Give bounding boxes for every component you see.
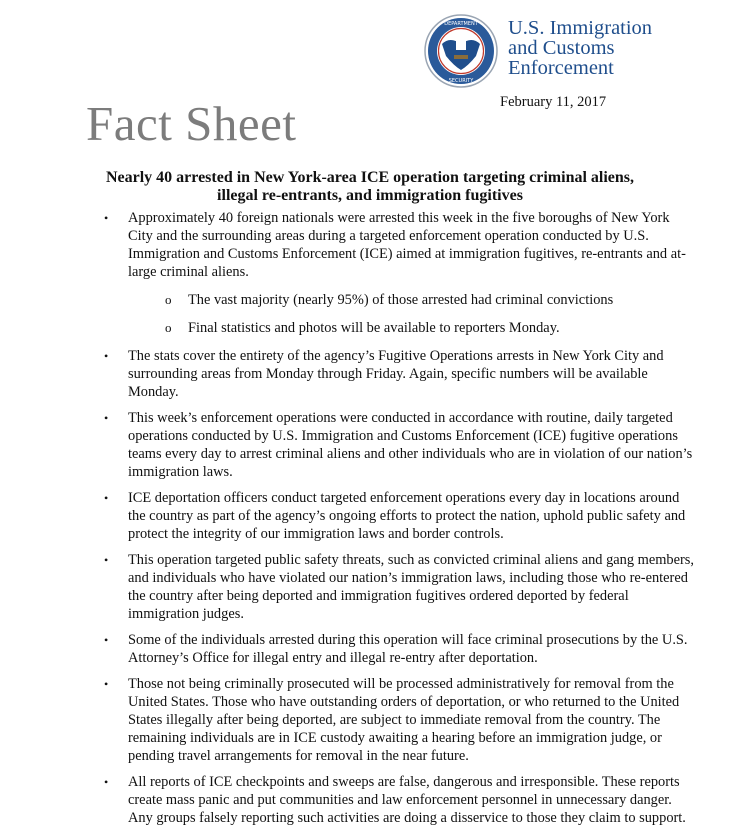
bullet-icon: • — [104, 411, 109, 425]
sub-bullet-icon: o — [165, 320, 172, 335]
fact-list — [104, 209, 694, 835]
document-type-title: Fact Sheet — [86, 96, 297, 151]
list-item — [104, 209, 694, 337]
document-date: February 11, 2017 — [500, 94, 607, 110]
headline-line: Nearly 40 arrested in New York-area ICE operation targeting criminal aliens, — [105, 169, 635, 186]
list-item-text: All reports of ICE checkpoints and sweeps are false, dangerous and irresponsible. These reports create mass panic and put communities and law enforcement personnel in unnecessary danger. Any groups falsely reporting such activities are doing a disservice to those they claim to support. — [128, 774, 686, 826]
headline-line: illegal re-entrants, and immigration fugitives — [217, 187, 523, 204]
list-item-text: This week’s enforcement operations were conducted in accordance with routine, daily targeted operations conducted by U.S. Immigration and Customs Enforcement (ICE) fugitive operations teams every day to arrest criminal aliens and other individuals who are in violation of our nation’s immigration laws. — [128, 410, 693, 480]
svg-text:DEPARTMENT: DEPARTMENT — [444, 21, 478, 27]
list-item-text: ICE deportation officers conduct targeted enforcement operations every day in locations around the country as part of the agency’s ongoing efforts to protect the nation, uphold public safety and protect the integrity of our immigration laws and border controls. — [128, 490, 686, 542]
list-item-text: Approximately 40 foreign nationals were arrested this week in the five boroughs of New York City and the surrounding areas during a targeted enforcement operation conducted by U.S. Immigration and Customs Enforcement (ICE) aimed at immigration fugitives, re-entrants and at-large criminal aliens. — [128, 210, 686, 280]
list-item-text: The stats cover the entirety of the agency’s Fugitive Operations arrests in New York City and surrounding areas from Monday through Friday. Again, specific numbers will be available Monday. — [128, 348, 664, 400]
sub-list-item-text: The vast majority (nearly 95%) of those arrested had criminal convictions — [188, 292, 614, 308]
sub-list-item-text: Final statistics and photos will be available to reporters Monday. — [188, 320, 560, 336]
sub-list-item — [128, 319, 694, 337]
dhs-seal-icon — [424, 14, 498, 88]
bullet-icon: • — [104, 633, 109, 647]
bullet-icon: • — [104, 775, 109, 789]
list-item — [104, 347, 694, 401]
bullet-icon: • — [104, 677, 109, 691]
agency-name-line: and Customs — [508, 37, 615, 59]
agency-name-line: U.S. Immigration — [508, 17, 653, 39]
list-item — [104, 631, 694, 667]
sub-list-item — [128, 291, 694, 309]
list-item — [104, 551, 694, 623]
sub-bullet-icon: o — [165, 292, 172, 307]
list-item — [104, 675, 694, 765]
agency-name — [508, 18, 652, 78]
list-item-text: This operation targeted public safety threats, such as convicted criminal aliens and gang members, and individuals who have violated our nation’s immigration laws, including those who re-entered the country after being deported and immigration fugitives ordered deported by federal immigration judges. — [128, 552, 694, 622]
headline — [40, 169, 700, 205]
bullet-icon: • — [104, 349, 109, 363]
list-item — [104, 773, 694, 827]
agency-name-line: Enforcement — [508, 57, 614, 79]
bullet-icon: • — [104, 491, 109, 505]
svg-text:SECURITY: SECURITY — [448, 78, 474, 84]
list-item-text: Some of the individuals arrested during this operation will face criminal prosecutions by the U.S. Attorney’s Office for illegal entry and illegal re-entry after deportation. — [128, 632, 688, 666]
bullet-icon: • — [104, 211, 109, 225]
bullet-icon: • — [104, 553, 109, 567]
list-item — [104, 409, 694, 481]
list-item-text: Those not being criminally prosecuted will be processed administratively for removal from the United States. Those who have outstanding orders of deportation, or who returned to the United States illegally after being deported, are subject to immediate removal from the country. The remaining individuals are in ICE custody awaiting a hearing before an immigration judge, or pending travel arrangements for removal in the near future. — [128, 676, 680, 764]
agency-logo-block — [424, 14, 652, 88]
list-item — [104, 489, 694, 543]
